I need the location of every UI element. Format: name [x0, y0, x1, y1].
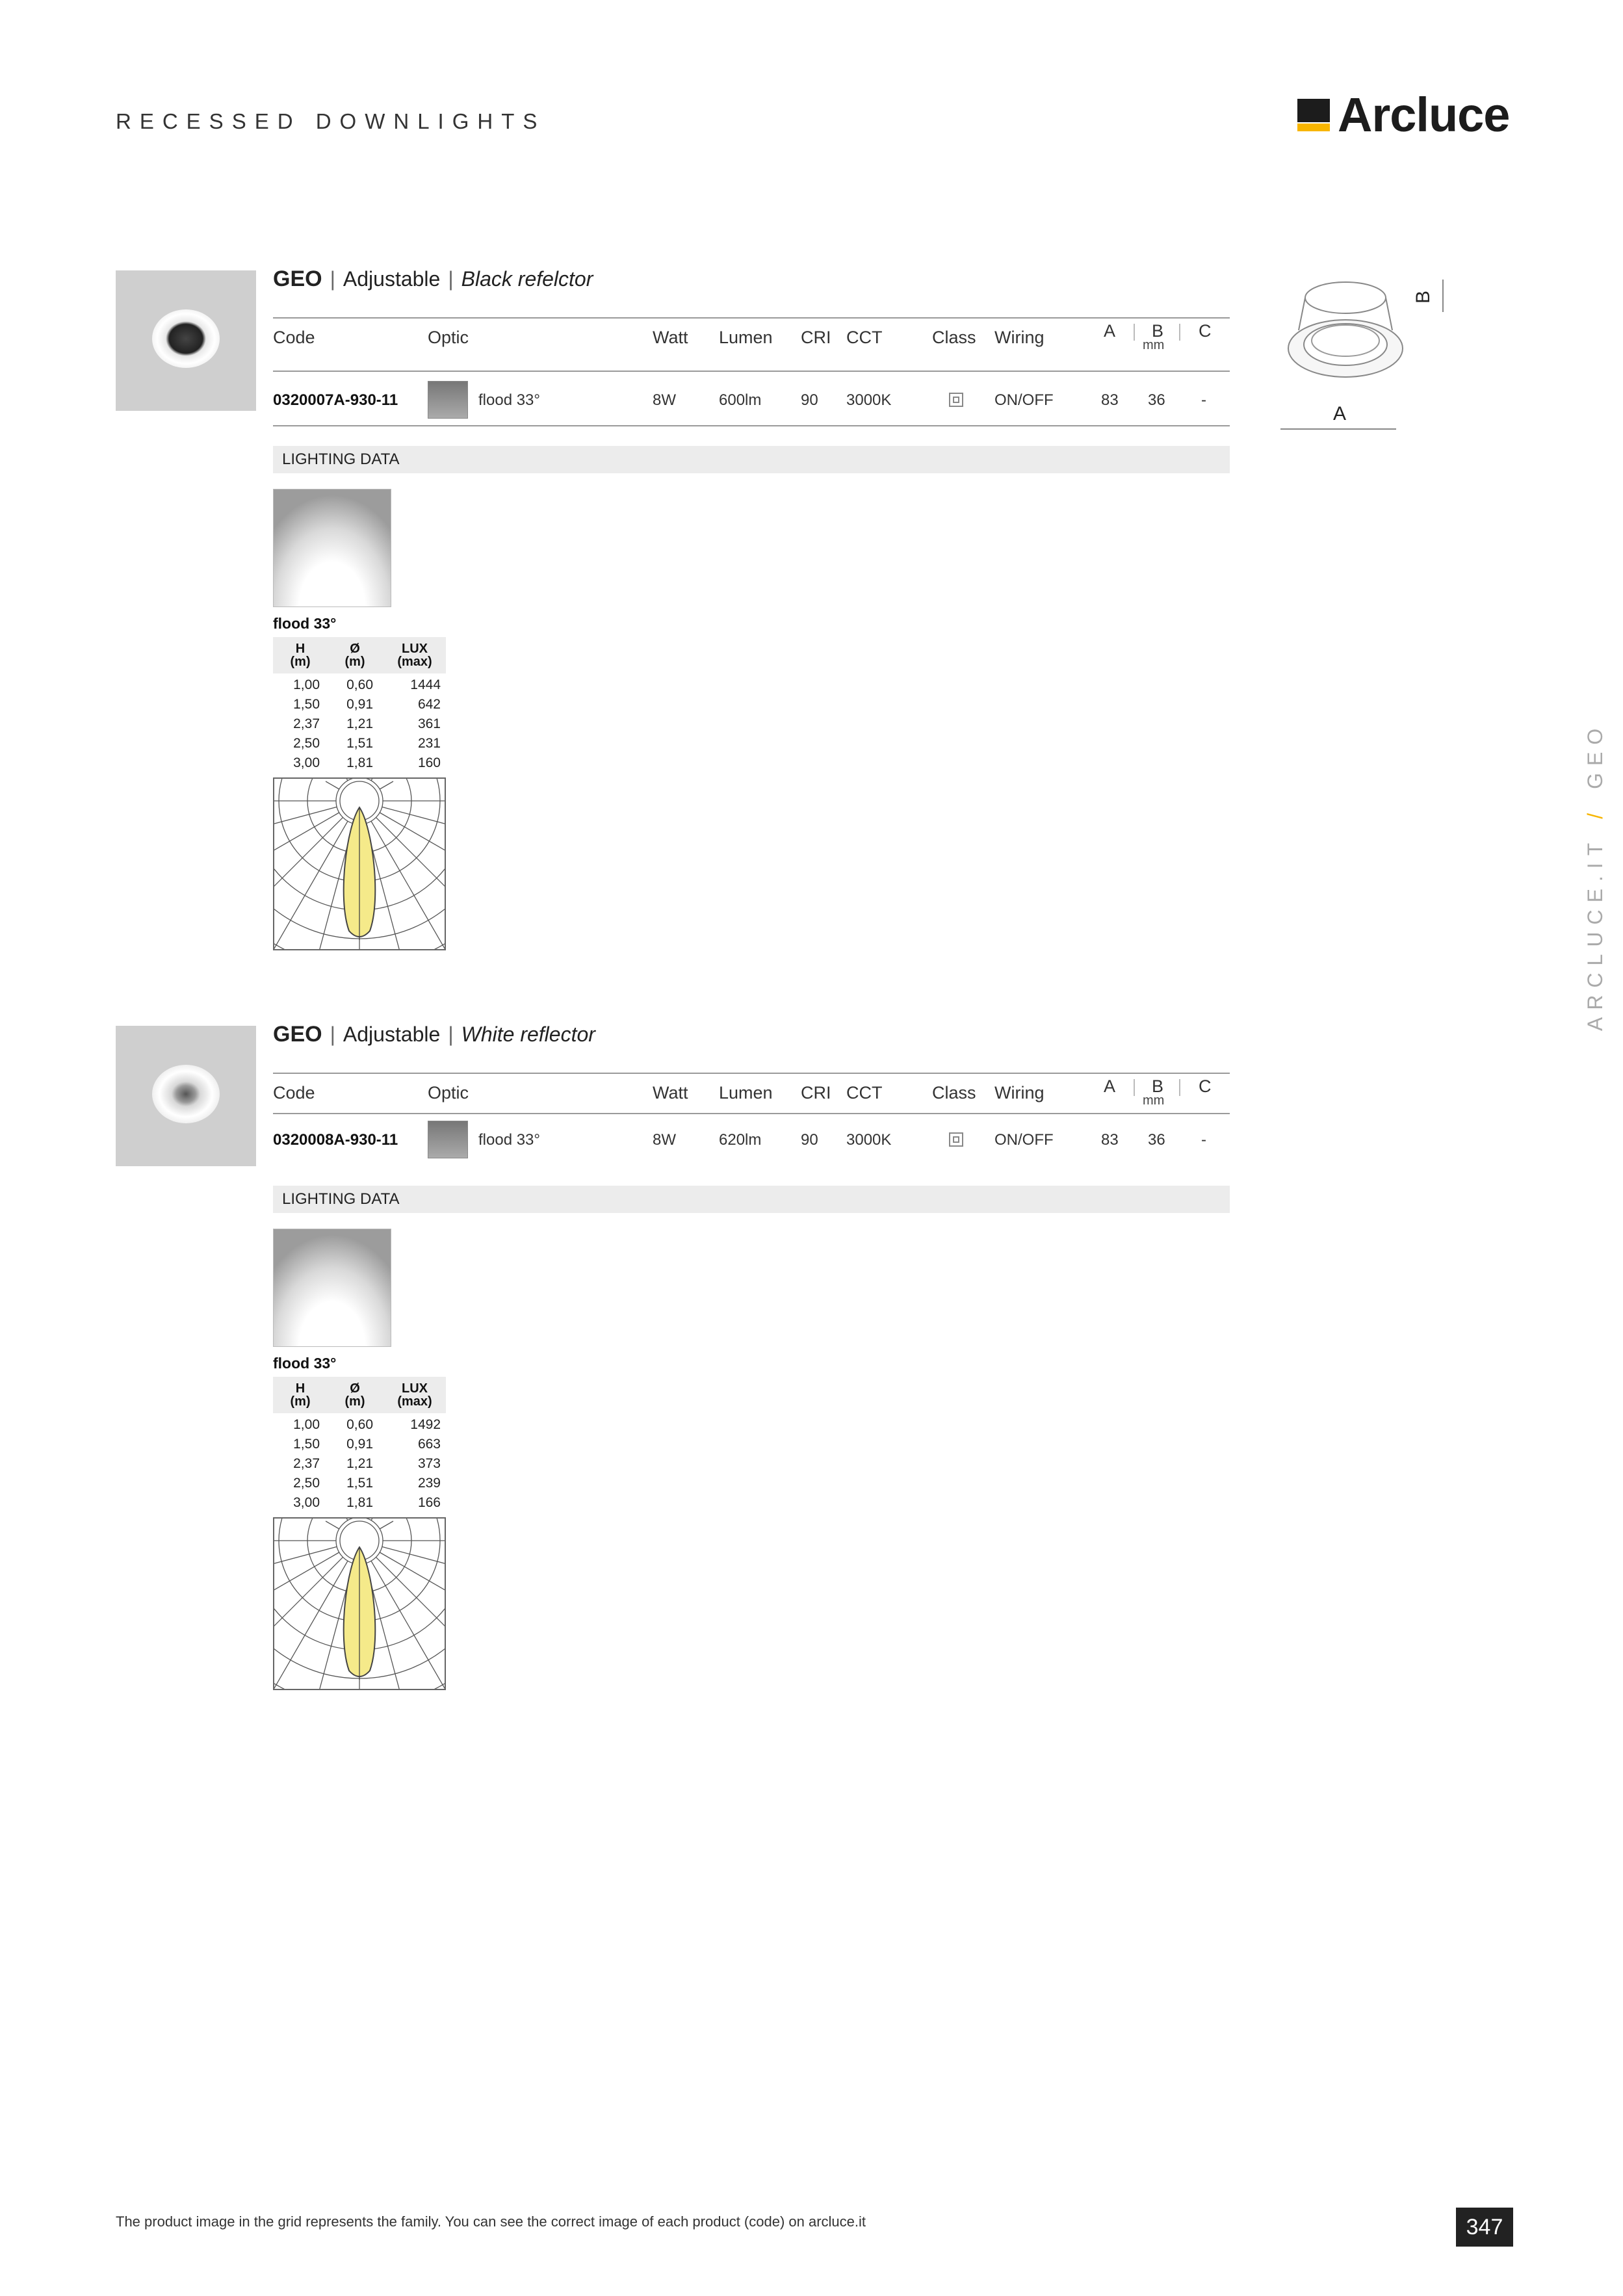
optic-name: flood 33°	[273, 615, 337, 632]
header-cri: CRI	[801, 328, 831, 347]
section-title: RECESSED DOWNLIGHTS	[116, 109, 546, 133]
brand-name: Arcluce	[1338, 88, 1510, 142]
beam-photo	[273, 489, 391, 607]
lux-cell: 1,51	[346, 736, 373, 751]
lux-d-header: Ø	[350, 642, 360, 656]
product-code[interactable]: 0320007A-930-11	[273, 391, 398, 409]
dim-b-value: 36	[1148, 1131, 1165, 1149]
table-header-rule	[273, 371, 1230, 372]
lux-cell: 3,00	[293, 755, 320, 770]
lux-cell: 0,60	[346, 677, 373, 692]
lux-h-unit: (m)	[290, 655, 311, 669]
header-lumen: Lumen	[719, 1083, 773, 1102]
side-slash: /	[1583, 805, 1607, 819]
header-optic: Optic	[428, 1083, 469, 1102]
header-cct: CCT	[846, 328, 883, 347]
logo-mark-icon	[1297, 99, 1330, 131]
header-code: Code	[273, 1083, 315, 1102]
lux-cell: 361	[417, 716, 441, 731]
lux-h-header: H	[295, 1381, 305, 1396]
dimension-b-label: B	[1412, 290, 1435, 304]
header-wiring: Wiring	[994, 328, 1045, 347]
polar-diagram	[273, 1517, 446, 1690]
lighting-data-bar	[273, 1186, 1230, 1213]
page-number: 347	[1456, 2208, 1513, 2247]
lux-cell: 663	[417, 1437, 441, 1452]
cri-value: 90	[801, 1131, 818, 1149]
side-site: ARCLUCE.IT	[1583, 835, 1607, 1031]
polar-grid-icon	[274, 1519, 445, 1689]
cri-value: 90	[801, 391, 818, 409]
watt-value: 8W	[653, 1131, 676, 1149]
cct-value: 3000K	[846, 1131, 892, 1149]
lux-cell: 1,00	[293, 677, 320, 692]
header-divider	[1179, 1079, 1180, 1096]
lux-h-header: H	[295, 642, 305, 656]
lux-cell: 0,91	[346, 1437, 373, 1452]
lux-cell: 0,60	[346, 1417, 373, 1432]
dim-c-value: -	[1201, 1131, 1206, 1149]
lux-cell: 166	[417, 1495, 441, 1510]
dim-a-value: 83	[1101, 1131, 1119, 1149]
header-cri: CRI	[801, 1083, 831, 1102]
lux-cell: 239	[417, 1476, 441, 1491]
table-bottom-rule	[273, 425, 1230, 426]
product-variant: White reflector	[461, 1023, 595, 1046]
lux-cell: 1,50	[293, 697, 320, 712]
lux-d-unit: (m)	[344, 655, 365, 669]
wiring-value: ON/OFF	[994, 391, 1054, 409]
lux-cell: 1444	[410, 677, 441, 692]
lux-d-unit: (m)	[344, 1394, 365, 1409]
lighting-data-label: LIGHTING DATA	[282, 450, 400, 468]
header-code: Code	[273, 328, 315, 347]
lumen-value: 620lm	[719, 1131, 762, 1149]
lux-header: LUX	[402, 1381, 428, 1396]
lux-cell: 2,50	[293, 1476, 320, 1491]
lighting-data-bar	[273, 446, 1230, 473]
lux-cell: 2,37	[293, 1456, 320, 1471]
beam-photo	[273, 1229, 391, 1347]
cct-value: 3000K	[846, 391, 892, 409]
product-title: GEO | Adjustable | Black refelctor	[273, 267, 593, 291]
header-a: A	[1104, 321, 1116, 341]
lux-cell: 1,50	[293, 1437, 320, 1452]
lux-d-header: Ø	[350, 1381, 360, 1396]
header-watt: Watt	[653, 328, 688, 347]
dimension-drawing	[1280, 267, 1462, 442]
header-optic: Optic	[428, 328, 469, 347]
header-watt: Watt	[653, 1083, 688, 1102]
class-ii-icon	[949, 393, 963, 407]
lux-unit: (max)	[397, 1394, 432, 1409]
lux-cell: 2,50	[293, 736, 320, 751]
header-b: B	[1152, 1076, 1164, 1096]
side-family: GEO	[1583, 721, 1607, 789]
lux-unit: (max)	[397, 655, 432, 669]
header-cct: CCT	[846, 1083, 883, 1102]
header-class: Class	[932, 1083, 976, 1102]
product-image	[116, 1026, 256, 1166]
product-name: GEO	[273, 267, 322, 291]
header-divider	[1179, 324, 1180, 341]
lux-cell: 1,51	[346, 1476, 373, 1491]
lux-table-header	[273, 1377, 446, 1413]
optic-icon	[428, 381, 468, 419]
lux-header: LUX	[402, 642, 428, 656]
lux-cell: 231	[417, 736, 441, 751]
header-c: C	[1199, 1076, 1212, 1096]
lumen-value: 600lm	[719, 391, 762, 409]
product-name: GEO	[273, 1022, 322, 1047]
dimension-a-label: A	[1333, 403, 1347, 424]
lux-cell: 1,21	[346, 716, 373, 731]
lux-cell: 160	[417, 755, 441, 770]
lux-cell: 642	[417, 697, 441, 712]
header-wiring: Wiring	[994, 1083, 1045, 1102]
product-title: GEO | Adjustable | White reflector	[273, 1022, 595, 1047]
brand-logo[interactable]	[1297, 88, 1518, 143]
polar-grid-icon	[274, 779, 445, 949]
watt-value: 8W	[653, 391, 676, 409]
table-header-rule	[273, 1113, 1230, 1114]
header-c: C	[1199, 321, 1212, 341]
product-image	[116, 270, 256, 411]
lux-cell: 2,37	[293, 716, 320, 731]
lux-cell: 1492	[410, 1417, 441, 1432]
lux-cell: 3,00	[293, 1495, 320, 1510]
header-divider	[1134, 1079, 1135, 1096]
lux-cell: 1,21	[346, 1456, 373, 1471]
product-code[interactable]: 0320008A-930-11	[273, 1131, 398, 1149]
table-top-rule	[273, 317, 1230, 319]
dim-b-value: 36	[1148, 391, 1165, 409]
header-class: Class	[932, 328, 976, 347]
header-b: B	[1152, 321, 1164, 341]
lux-cell: 1,00	[293, 1417, 320, 1432]
lux-cell: 1,81	[346, 1495, 373, 1510]
header-unit: mm	[1143, 338, 1165, 352]
lux-cell: 0,91	[346, 697, 373, 712]
header-lumen: Lumen	[719, 328, 773, 347]
lux-table-header	[273, 637, 446, 673]
header-unit: mm	[1143, 1093, 1165, 1108]
product-type: Adjustable	[343, 267, 441, 291]
lux-cell: 373	[417, 1456, 441, 1471]
optic-name: flood 33°	[273, 1355, 337, 1372]
lux-cell: 1,81	[346, 755, 373, 770]
product-type: Adjustable	[343, 1023, 441, 1046]
class-ii-icon	[949, 1132, 963, 1147]
dim-a-value: 83	[1101, 391, 1119, 409]
header-divider	[1134, 324, 1135, 341]
lux-h-unit: (m)	[290, 1394, 311, 1409]
dim-c-value: -	[1201, 391, 1206, 409]
optic-value: flood 33°	[478, 1131, 541, 1149]
table-top-rule	[273, 1073, 1230, 1074]
header-a: A	[1104, 1076, 1116, 1096]
footer-note: The product image in the grid represents the family. You can see the correct image of each product (code) on arcluce.it	[116, 2213, 866, 2230]
wiring-value: ON/OFF	[994, 1131, 1054, 1149]
optic-icon	[428, 1121, 468, 1158]
side-vertical-text	[1583, 719, 1622, 1031]
polar-diagram	[273, 777, 446, 950]
lighting-data-label: LIGHTING DATA	[282, 1190, 400, 1208]
product-variant: Black refelctor	[461, 267, 593, 291]
optic-value: flood 33°	[478, 391, 541, 409]
